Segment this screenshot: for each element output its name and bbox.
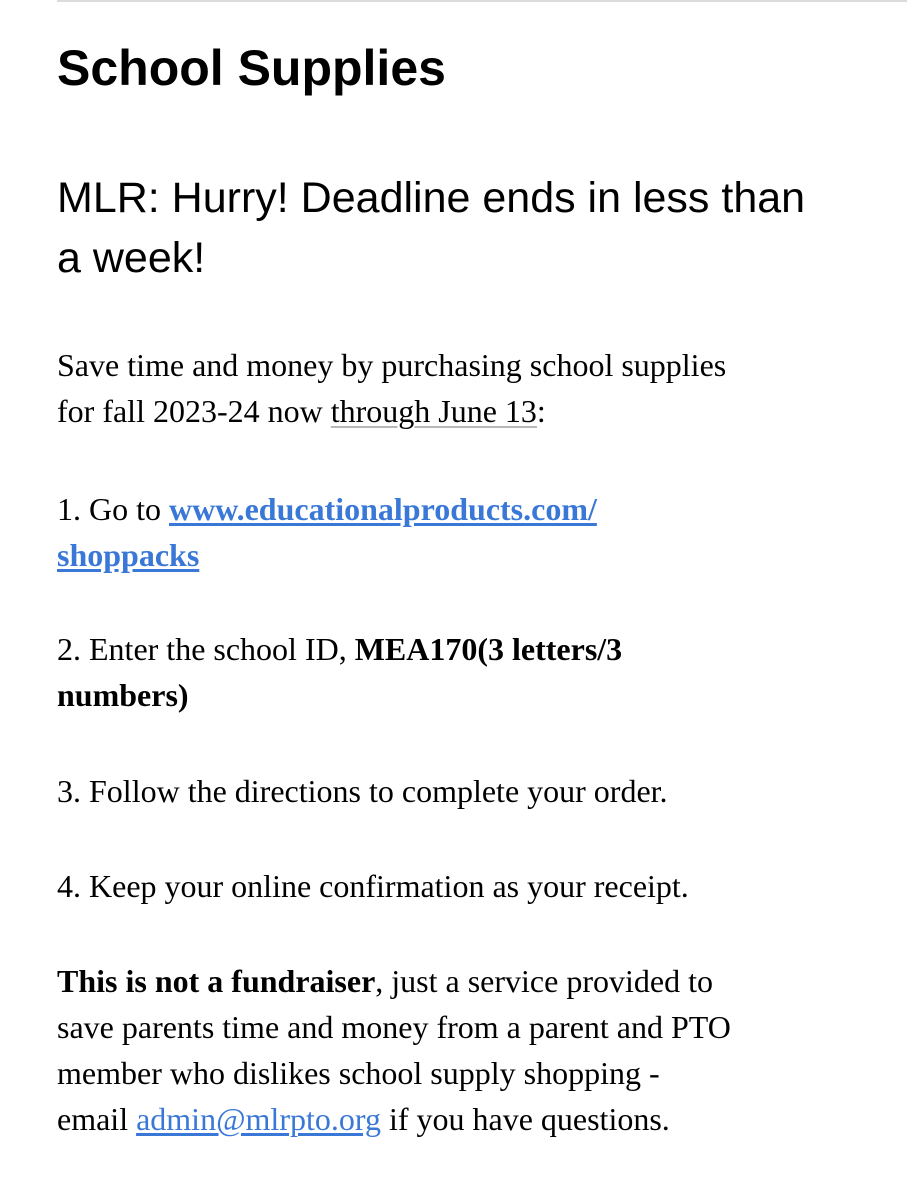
step-3-paragraph [57,768,877,814]
disclaimer-paragraph [57,958,877,1142]
step-2-prefix: 2. Enter the school ID, [57,631,355,667]
step-1-line-2 [57,532,877,578]
step-1-prefix: 1. Go to [57,491,169,527]
shoppacks-link[interactable]: www.educationalproducts.com/ [169,491,597,527]
not-fundraiser-lead: This is not a fundraiser [57,963,376,999]
email-prefix: email [57,1101,137,1137]
intro-line-1: Save time and money by purchasing school supplies [57,347,727,383]
admin-email-link[interactable]: admin@mlrpto.org [136,1101,381,1137]
intro-paragraph [57,342,877,434]
intro-line-2 [57,388,877,434]
deadline-date[interactable]: through June 13 [330,393,537,429]
step-4-text: 4. Keep your online confirmation as your receipt. [57,868,689,904]
school-id-continued: numbers) [57,677,189,713]
intro-line-2-prefix: for fall 2023-24 now [57,393,331,429]
note-line-1 [57,958,877,1004]
note-line-2: save parents time and money from a parent and PTO [57,1009,731,1045]
step-1-paragraph [57,486,877,578]
step-4-paragraph [57,863,877,909]
page-title: School Supplies [57,40,446,96]
email-suffix: if you have questions. [380,1101,670,1137]
step-2-paragraph [57,626,877,718]
school-id: MEA170(3 letters/3 [354,631,623,667]
announcement-subtitle: MLR: Hurry! Deadline ends in less than a week! [57,174,806,282]
top-divider [57,0,907,2]
intro-line-2-suffix: : [536,393,546,429]
shoppacks-link-continued[interactable]: shoppacks [57,537,200,573]
step-3-text: 3. Follow the directions to complete your order. [57,773,668,809]
step-2-line-1 [57,626,877,672]
step-1-line-1 [57,486,877,532]
note-line-3: member who dislikes school supply shopping - [57,1055,660,1091]
note-line-1-rest: , just a service provided to [375,963,713,999]
note-line-4 [57,1096,877,1142]
